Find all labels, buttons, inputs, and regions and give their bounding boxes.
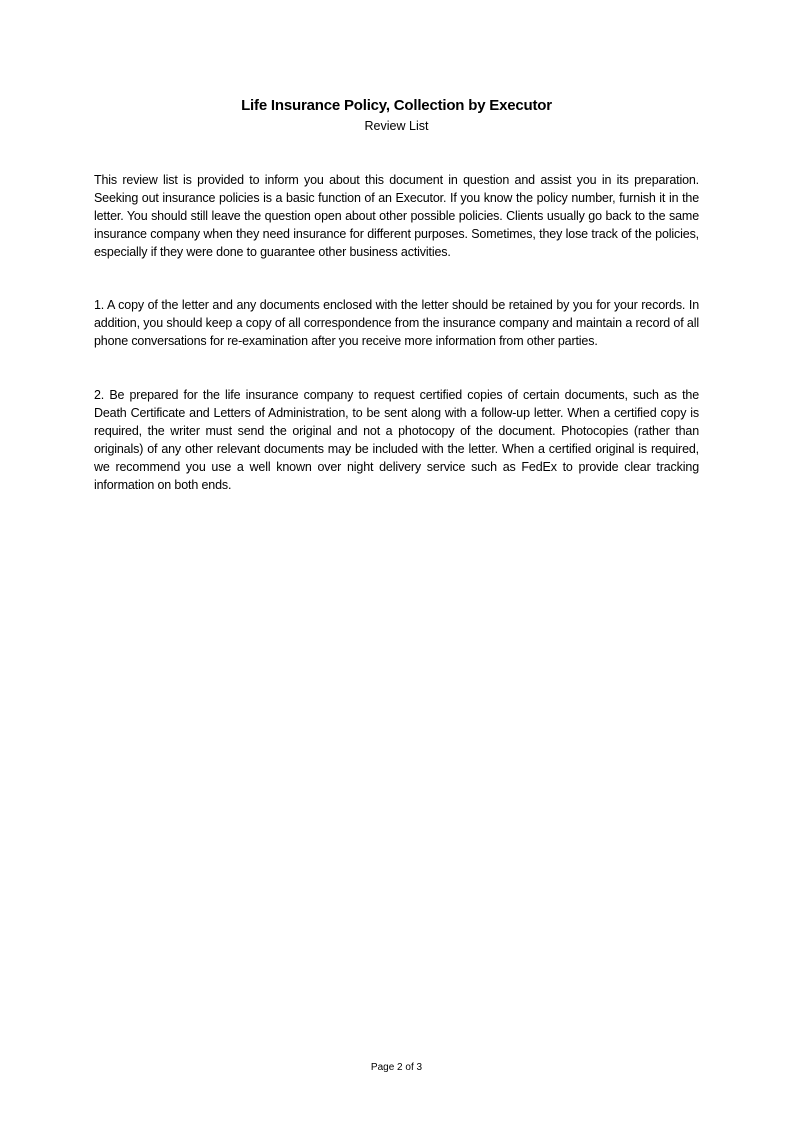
review-item-2: 2. Be prepared for the life insurance company to request certified copies of certain documents, such as the Death Certificate and Letters of Administration, to be sent along with a follow-up letter. When a certified copy is required, the writer must send the original and not a photocopy of the document. Photocopies (rather than originals) of any other relevant documents may be included with the letter. When a certified original is required, we recommend you use a well known over night delivery service such as FedEx to provide clear tracking information on both ends. bbox=[94, 388, 699, 492]
review-item-1: 1. A copy of the letter and any documents enclosed with the letter should be retained by you for your records. In addition, you should keep a copy of all correspondence from the insurance company and maintain a record of all phone conversations for re-examination after you receive more information from other parties. bbox=[94, 298, 699, 348]
intro-paragraph: This review list is provided to inform you about this document in question and assist you in its preparation. Seeking out insurance policies is a basic function of an Executor. If you know the policy number, furnish it in the letter. You should still leave the question open about other possible policies. Clients usually go back to the same insurance company when they need insurance for different purposes. Sometimes, they lose track of the policies, especially if they were done to guarantee other business activities. bbox=[94, 173, 699, 259]
document-title: Life Insurance Policy, Collection by Executor bbox=[241, 97, 552, 114]
document-subtitle: Review List bbox=[364, 119, 429, 133]
page-number-footer: Page 2 of 3 bbox=[370, 1062, 423, 1073]
